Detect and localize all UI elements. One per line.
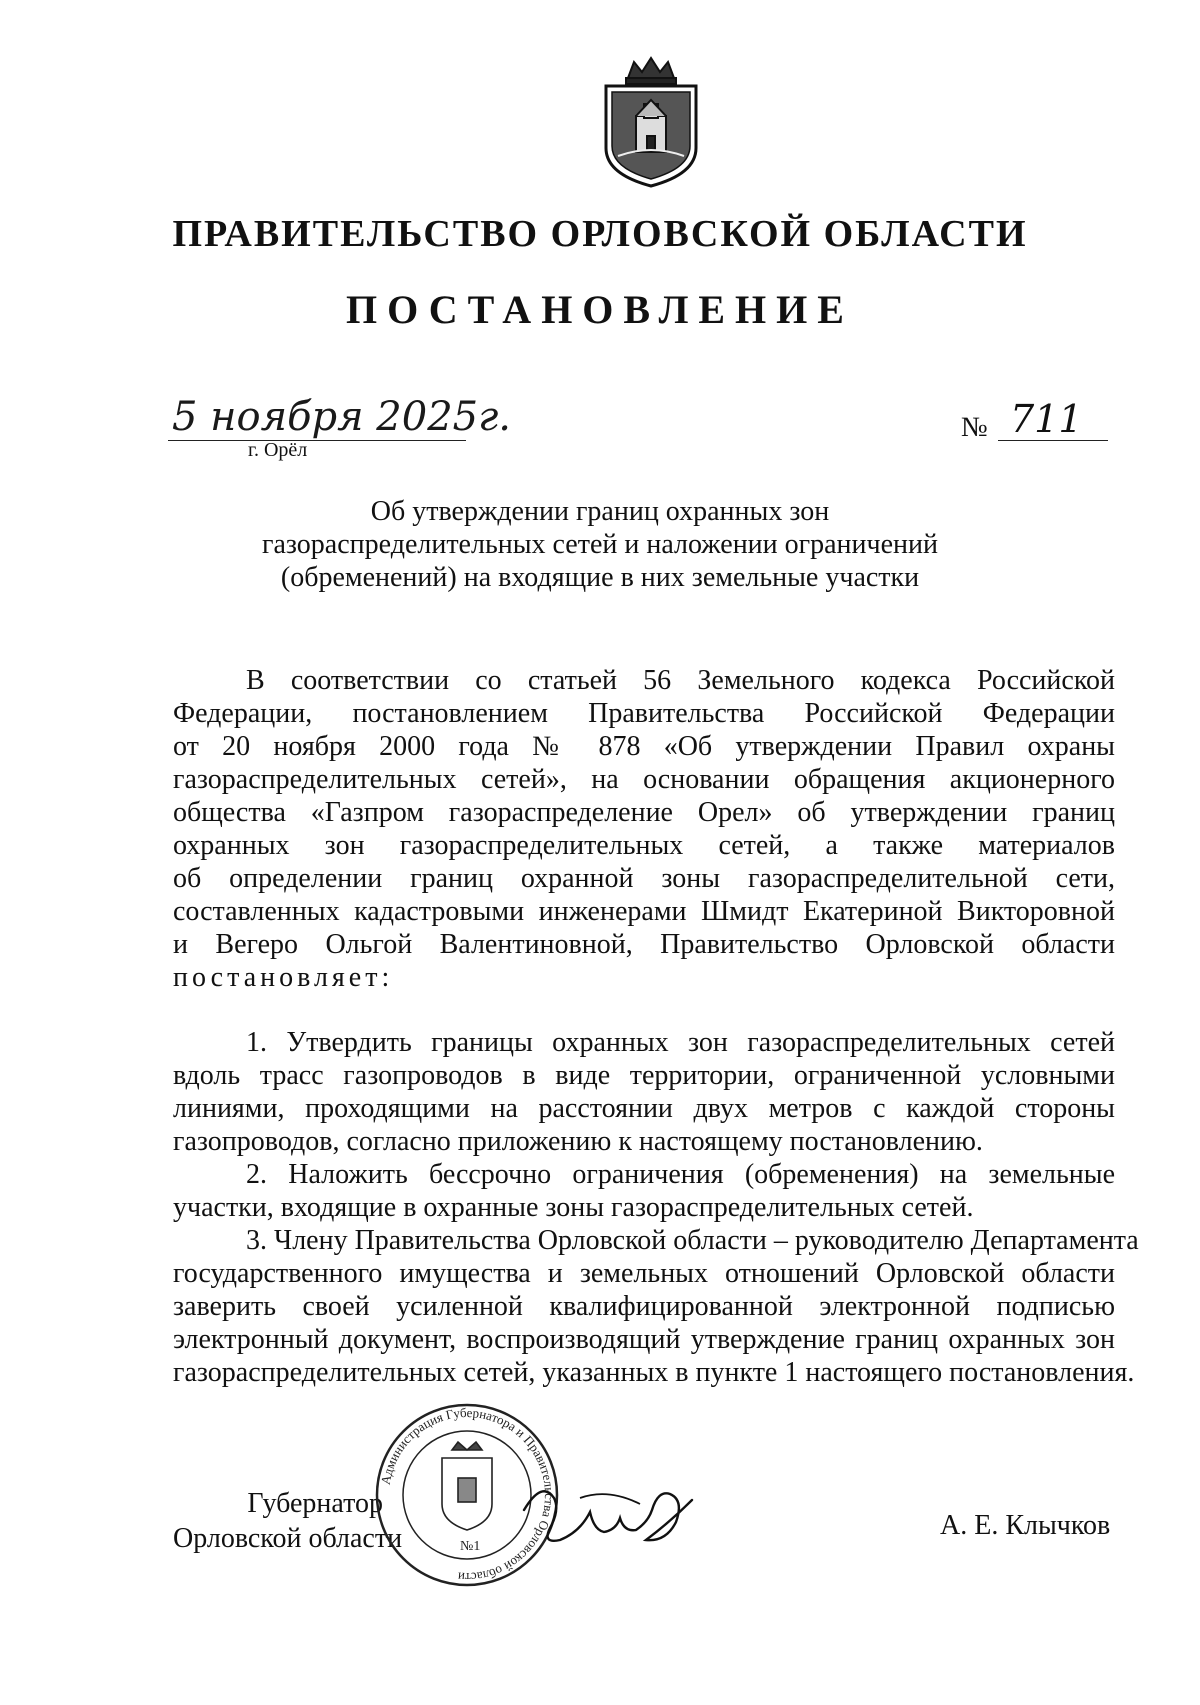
- date-underline: [168, 440, 466, 441]
- paragraph-line: от 20 ноября 2000 года № 878 «Об утверждении Правил охраны: [173, 731, 1115, 762]
- number-sign: №: [961, 412, 988, 443]
- paragraph-line: газораспределительных сетей», на основании обращения акционерного: [173, 764, 1115, 795]
- paragraph-line: охранных зон газораспределительных сетей, а также материалов: [173, 830, 1115, 861]
- paragraph-line: В соответствии со статьей 56 Земельного кодекса Российской: [246, 665, 1115, 696]
- handwritten-number: 711: [1010, 397, 1083, 441]
- paragraph-line: и Вегеро Ольгой Валентиновной, Правительство Орловской области: [173, 929, 1115, 960]
- number-underline: [998, 440, 1108, 441]
- subject-line: (обременений) на входящие в них земельные участки: [280, 562, 920, 593]
- item-line: газопроводов, согласно приложению к настоящему постановлению.: [173, 1126, 983, 1157]
- subject-line: Об утверждении границ охранных зон: [370, 496, 830, 527]
- paragraph-line: об определении границ охранной зоны газораспределительной сети,: [173, 863, 1115, 894]
- paragraph-line: составленных кадастровыми инженерами Шмидт Екатериной Викторовной: [173, 896, 1115, 927]
- svg-text:Администрация Губернатора и Пр: Администрация Губернатора и Правительства Орловской области: [377, 1404, 558, 1586]
- svg-text:№1: №1: [460, 1539, 481, 1554]
- resolves-word: постановляет:: [173, 962, 394, 993]
- preamble-paragraph: [173, 664, 1115, 994]
- item-line: линиями, проходящими на расстоянии двух метров с каждой стороны: [173, 1093, 1115, 1124]
- item-line: 1. Утвердить границы охранных зон газораспределительных сетей: [246, 1027, 1115, 1058]
- document-type-heading: ПОСТАНОВЛЕНИЕ: [346, 287, 854, 332]
- item-line: 2. Наложить бессрочно ограничения (обременения) на земельные: [246, 1159, 1115, 1190]
- item-line: государственного имущества и земельных отношений Орловской области: [173, 1258, 1115, 1289]
- item-line: участки, входящие в охранные зоны газораспределительных сетей.: [173, 1192, 974, 1223]
- signer-position-line: Губернатор: [247, 1488, 383, 1519]
- paragraph-line: общества «Газпром газораспределение Орел» об утверждении границ: [173, 797, 1115, 828]
- city-label: г. Орёл: [248, 439, 308, 461]
- paragraph-line: Федерации, постановлением Правительства Российской Федерации: [173, 698, 1115, 729]
- signer-name: А. Е. Клычков: [940, 1510, 1111, 1541]
- item-line: заверить своей усиленной квалифицированной электронной подписью: [173, 1291, 1115, 1322]
- resolution-items: [173, 1026, 1139, 1389]
- item-line: газораспределительных сетей, указанных в пункте 1 настоящего постановления.: [173, 1357, 1135, 1388]
- item-line: вдоль трасс газопроводов в виде территории, ограниченной условными: [173, 1060, 1115, 1091]
- handwritten-date: 5 ноября 2025г.: [172, 394, 512, 440]
- signer-position-line: Орловской области: [173, 1523, 403, 1554]
- handwritten-signature-icon: [520, 1470, 700, 1560]
- document-subject: [0, 495, 1200, 594]
- subject-line: газораспределительных сетей и наложении ограничений: [261, 529, 938, 560]
- signer-position: [173, 1486, 403, 1556]
- item-line: 3. Члену Правительства Орловской области – руководителю Департамента: [246, 1225, 1139, 1256]
- coat-of-arms-icon: [598, 56, 704, 190]
- item-line: электронный документ, воспроизводящий утверждение границ охранных зон: [173, 1324, 1115, 1355]
- government-title: ПРАВИТЕЛЬСТВО ОРЛОВСКОЙ ОБЛАСТИ: [172, 213, 1028, 255]
